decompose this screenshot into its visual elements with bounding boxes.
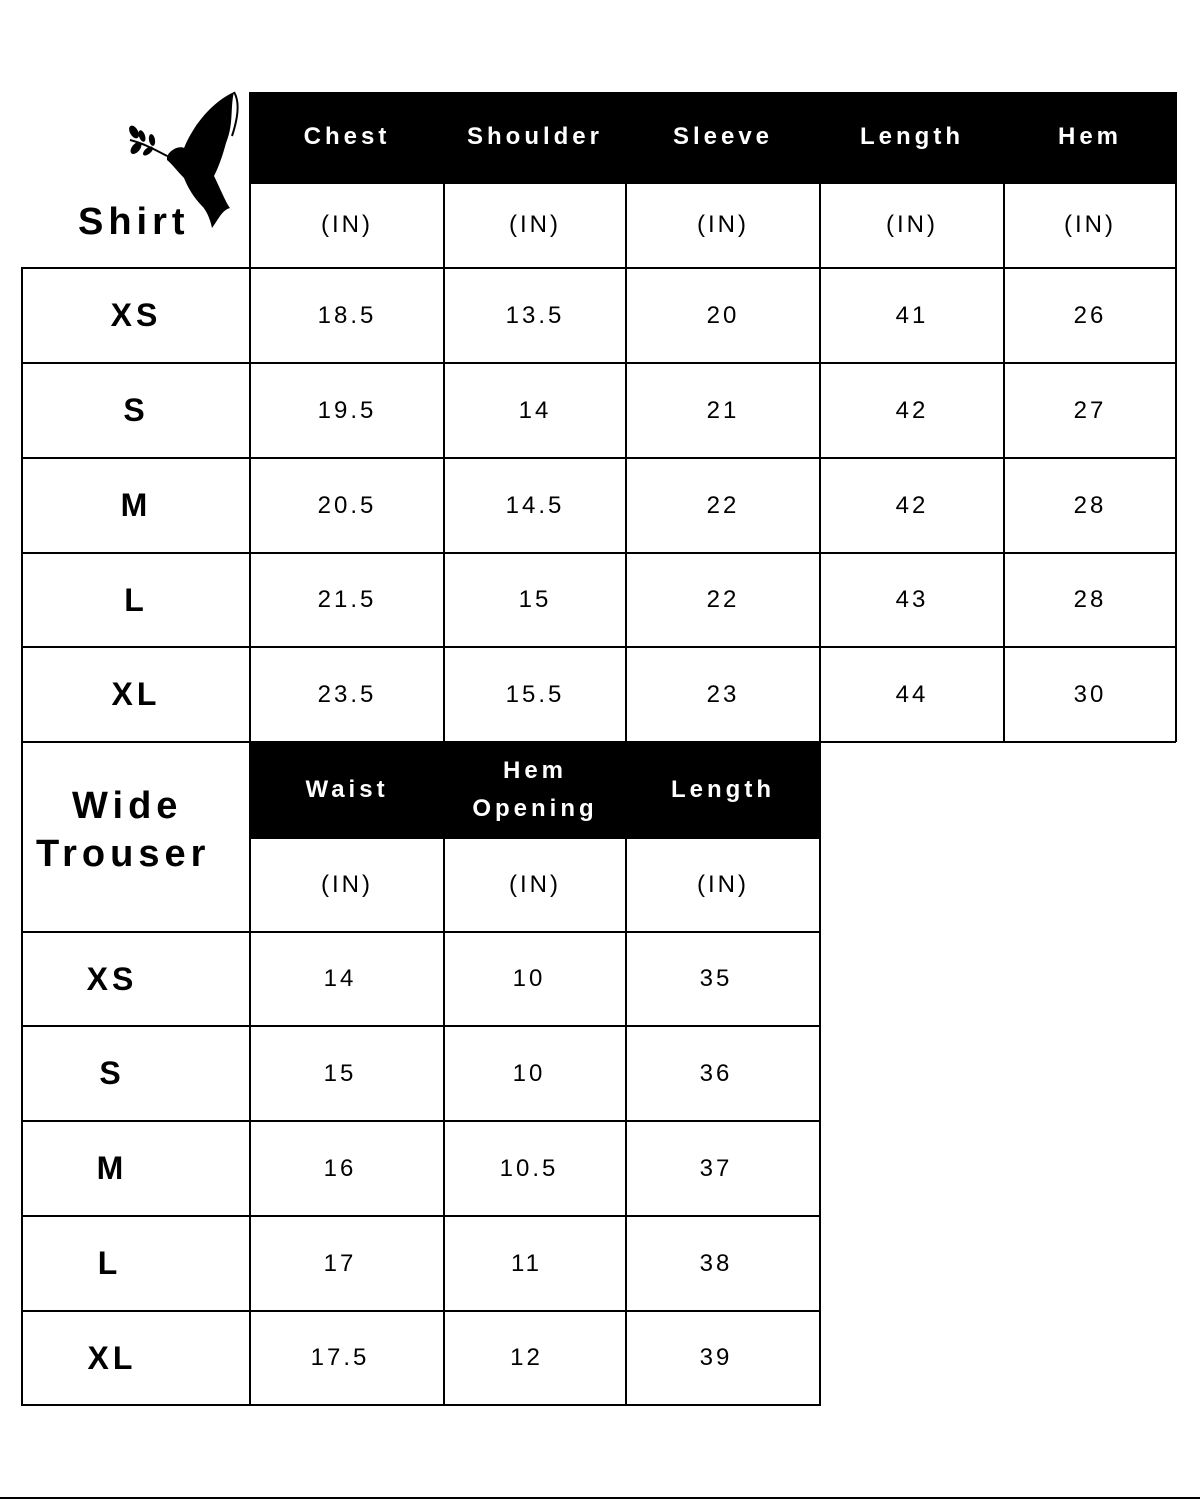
table-cell: 30	[1073, 680, 1107, 708]
table-cell: 14	[323, 965, 357, 992]
table-cell: 21	[706, 396, 740, 424]
trouser-size-s: S	[99, 1055, 125, 1091]
grid-line	[1175, 92, 1177, 742]
trouser-size-l: L	[97, 1245, 122, 1281]
grid-line	[22, 1215, 820, 1217]
table-cell: 39	[699, 1344, 733, 1371]
table-cell: 10	[512, 965, 546, 992]
table-cell: 44	[895, 680, 929, 708]
grid-line	[22, 1120, 820, 1122]
table-cell: 42	[895, 491, 929, 519]
unit-waist: (IN)	[321, 871, 373, 898]
shirt-size-xl: XL	[111, 676, 161, 712]
shirt-size-l: L	[124, 581, 148, 618]
table-cell: 16	[323, 1154, 357, 1182]
table-cell: 10.5	[499, 1154, 559, 1182]
unit-trouser-length: (IN)	[697, 871, 749, 898]
page-bottom-rule	[0, 1497, 1200, 1499]
trouser-title-line2: Trouser	[36, 833, 211, 875]
header-waist-label: Waist	[305, 776, 389, 803]
table-cell: 21.5	[317, 586, 377, 613]
grid-line	[250, 837, 820, 839]
table-cell: 38	[699, 1249, 733, 1277]
shirt-title: Shirt	[78, 201, 190, 243]
table-cell: 42	[895, 396, 929, 424]
unit-chest: (IN)	[321, 211, 373, 238]
unit-hem-opening: (IN)	[509, 871, 561, 898]
table-cell: 12	[510, 1344, 543, 1371]
table-cell: 20.5	[317, 491, 377, 519]
grid-line	[443, 182, 445, 742]
grid-line	[22, 931, 820, 933]
table-cell: 22	[706, 491, 740, 519]
grid-line	[249, 742, 251, 1406]
unit-hem: (IN)	[1064, 211, 1116, 238]
header-hem-opening-line1: Hem	[502, 757, 568, 784]
shirt-size-s: S	[123, 392, 149, 428]
table-cell: 43	[895, 586, 929, 613]
grid-line	[22, 1310, 820, 1312]
grid-line	[1003, 182, 1005, 742]
grid-line	[625, 838, 627, 1406]
grid-line	[625, 182, 627, 742]
table-cell: 37	[699, 1154, 733, 1182]
table-cell: 23	[706, 680, 740, 708]
unit-sleeve: (IN)	[697, 211, 749, 238]
header-shoulder: Shoulder	[444, 92, 626, 182]
table-cell: 17.5	[310, 1344, 370, 1371]
grid-line	[249, 92, 251, 742]
table-cell: 15.5	[505, 680, 565, 708]
table-cell: 14	[518, 396, 552, 424]
trouser-size-xl: XL	[87, 1339, 137, 1376]
table-cell: 17	[323, 1249, 357, 1277]
header-hem-opening-line2: Opening	[472, 795, 598, 822]
table-cell: 13.5	[505, 301, 565, 329]
header-waist	[250, 742, 444, 838]
table-cell: 28	[1073, 586, 1107, 613]
table-cell: 19.5	[317, 396, 377, 424]
grid-line	[22, 1404, 820, 1406]
table-cell: 35	[699, 965, 733, 992]
table-cell: 41	[895, 301, 929, 329]
table-cell: 27	[1073, 396, 1107, 424]
table-cell: 22	[706, 586, 740, 613]
table-cell: 18.5	[317, 301, 377, 329]
table-cell: 36	[699, 1059, 733, 1087]
trouser-size-m: M	[96, 1150, 128, 1186]
table-cell: 15	[323, 1059, 357, 1087]
header-trouser-length	[626, 742, 820, 838]
unit-shoulder: (IN)	[509, 211, 561, 238]
table-cell: 28	[1073, 491, 1107, 519]
shirt-size-m: M	[120, 487, 152, 523]
header-chest: Chest	[250, 92, 444, 182]
grid-line	[21, 267, 23, 1406]
table-cell: 20	[706, 301, 740, 329]
shirt-size-xs: XS	[110, 297, 162, 333]
trouser-title-line1: Wide	[72, 785, 183, 827]
grid-line	[819, 742, 821, 1406]
table-cell: 11	[511, 1249, 542, 1277]
header-hem-opening	[444, 742, 626, 838]
table-cell: 10	[512, 1059, 546, 1087]
table-cell: 15	[518, 586, 552, 613]
grid-line	[819, 182, 821, 742]
trouser-size-xs: XS	[86, 960, 138, 997]
table-cell: 26	[1073, 301, 1107, 329]
grid-line	[22, 1025, 820, 1027]
grid-line	[443, 838, 445, 1406]
header-hem: Hem	[1004, 92, 1176, 182]
header-sleeve: Sleeve	[626, 92, 820, 182]
unit-length: (IN)	[886, 211, 938, 238]
grid-line	[250, 182, 1176, 184]
table-cell: 14.5	[505, 491, 565, 519]
table-cell: 23.5	[317, 680, 377, 708]
header-length: Length	[820, 92, 1004, 182]
header-trouser-length-label: Length	[671, 776, 775, 803]
